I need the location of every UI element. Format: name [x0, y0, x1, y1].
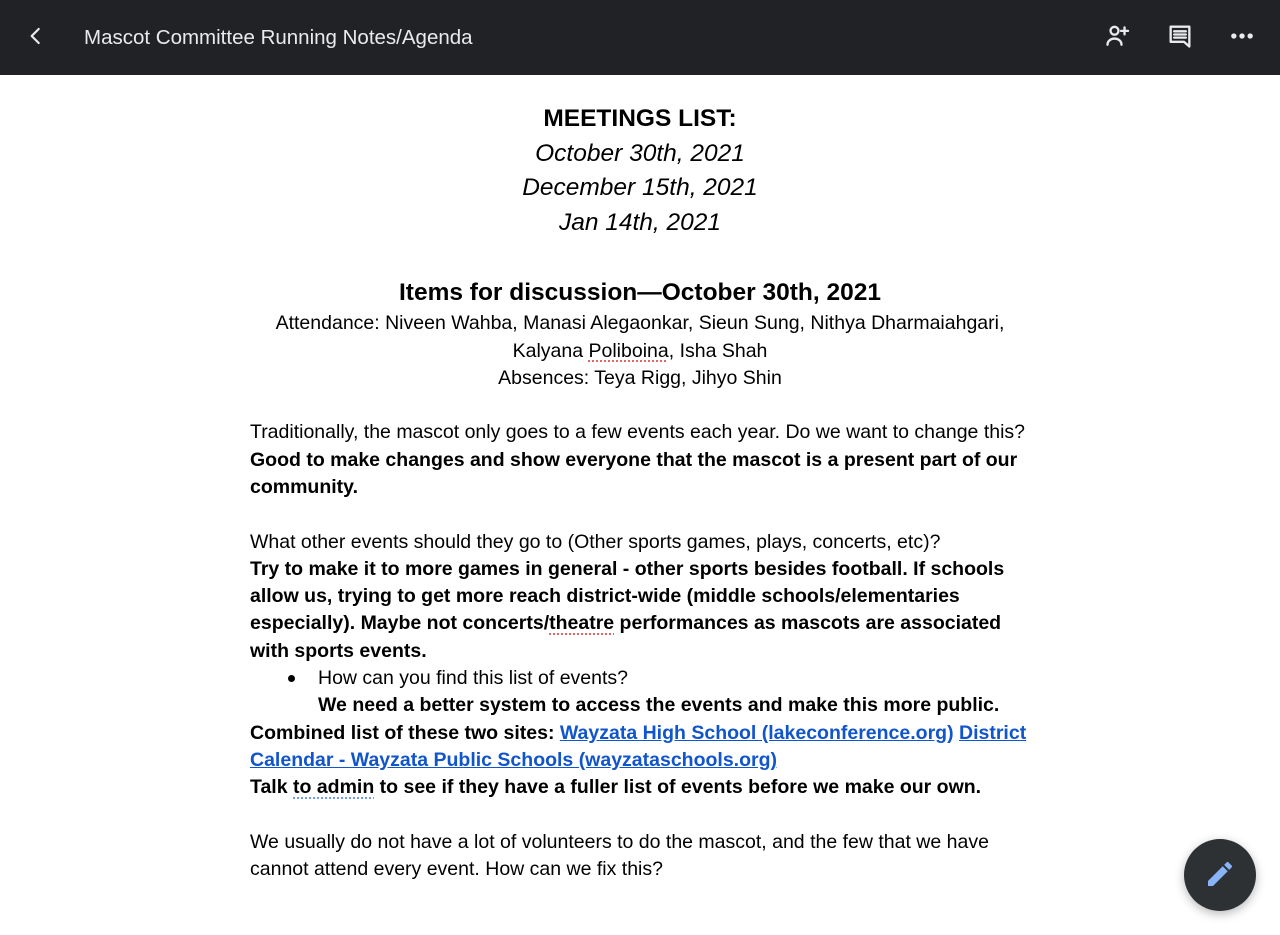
doc-text-run: Absences: Teya Rigg, Jihyo Shin [498, 366, 782, 389]
doc-link[interactable]: District Calendar - Wayzata Public Schools (wayzataschools.org) [250, 721, 1027, 771]
doc-bullet-item [250, 665, 1030, 692]
doc-text-run: Traditionally, the mascot only goes to a few events each year. Do we want to change this? [250, 421, 1026, 444]
document-body [250, 75, 1030, 883]
person-add-icon [1104, 22, 1132, 53]
doc-paragraph [250, 365, 1030, 392]
more-horizontal-icon [1228, 22, 1256, 53]
doc-text-run: October 30th, 2021 [535, 139, 745, 167]
doc-text-run: Items for discussion—October 30th, 2021 [399, 278, 881, 306]
doc-blank-line [250, 501, 1030, 528]
doc-paragraph [250, 556, 1030, 665]
doc-text-run: How can you find this list of events? [318, 667, 628, 690]
app-bar-actions [1096, 16, 1280, 60]
doc-text-run: Jan 14th, 2021 [558, 209, 722, 237]
pencil-icon [1204, 858, 1236, 893]
doc-text-run: , Isha Shah [668, 339, 768, 362]
doc-text-run: to see if they have a fuller list of events before we make our own. [374, 776, 982, 799]
back-button[interactable] [14, 16, 58, 60]
doc-paragraph [250, 276, 1030, 311]
document-title: Mascot Committee Running Notes/Agenda [84, 25, 473, 49]
doc-text-run: MEETINGS LIST: [543, 105, 737, 132]
doc-paragraph [250, 206, 1030, 241]
doc-paragraph [250, 419, 1030, 446]
overflow-menu-button[interactable] [1220, 16, 1264, 60]
document-canvas[interactable] [0, 75, 1280, 935]
doc-paragraph [250, 102, 1030, 137]
doc-text-run: theatre [549, 612, 615, 635]
share-button[interactable] [1096, 16, 1140, 60]
doc-paragraph [250, 692, 1030, 774]
doc-paragraph [250, 137, 1030, 172]
doc-link[interactable]: Wayzata High School (lakeconference.org) [559, 721, 954, 744]
doc-text-run: Attendance: Niveen Wahba, Manasi Alegaonkar, Sieun Sung, Nithya Dharmaiahgari, Kalyana [275, 312, 1005, 362]
edit-fab-button[interactable] [1184, 839, 1256, 911]
comment-icon [1166, 22, 1194, 53]
doc-blank-line [250, 241, 1030, 276]
doc-paragraph [250, 447, 1030, 502]
doc-text-run: Good to make changes and show everyone that the mascot is a present part of our community. [250, 448, 1018, 498]
doc-text-run: We need a better system to access the events and make this more public. Combined list of these two sites: [250, 694, 1000, 744]
comments-button[interactable] [1158, 16, 1202, 60]
doc-text-run: We usually do not have a lot of volunteers to do the mascot, and the few that we have cannot attend every event. How can we fix this? [250, 830, 989, 881]
doc-blank-line [250, 802, 1030, 829]
doc-text-run: Talk [250, 776, 293, 799]
doc-blank-line [250, 392, 1030, 419]
doc-text-run: December 15th, 2021 [522, 174, 758, 202]
doc-paragraph [250, 171, 1030, 206]
doc-paragraph [250, 774, 1030, 801]
doc-text-run: to admin [293, 776, 375, 799]
doc-paragraph [250, 829, 1030, 884]
doc-text-run: What other events should they go to (Other sports games, plays, concerts, etc)? [250, 530, 941, 553]
chevron-left-icon [23, 23, 49, 52]
app-bar [0, 0, 1280, 75]
bullet-dot [288, 675, 295, 682]
doc-paragraph [250, 529, 1030, 556]
doc-text-run: Poliboina [588, 339, 669, 362]
doc-text-run: Try to make it to more games in general - other sports besides football. If schools allow us, trying to get more reach district-wide (middle schools/elementaries especially). Maybe not concerts/ [250, 557, 1005, 635]
doc-text-run: performances as mascots are associated with sports events. [250, 612, 1002, 662]
doc-paragraph [250, 310, 1030, 365]
